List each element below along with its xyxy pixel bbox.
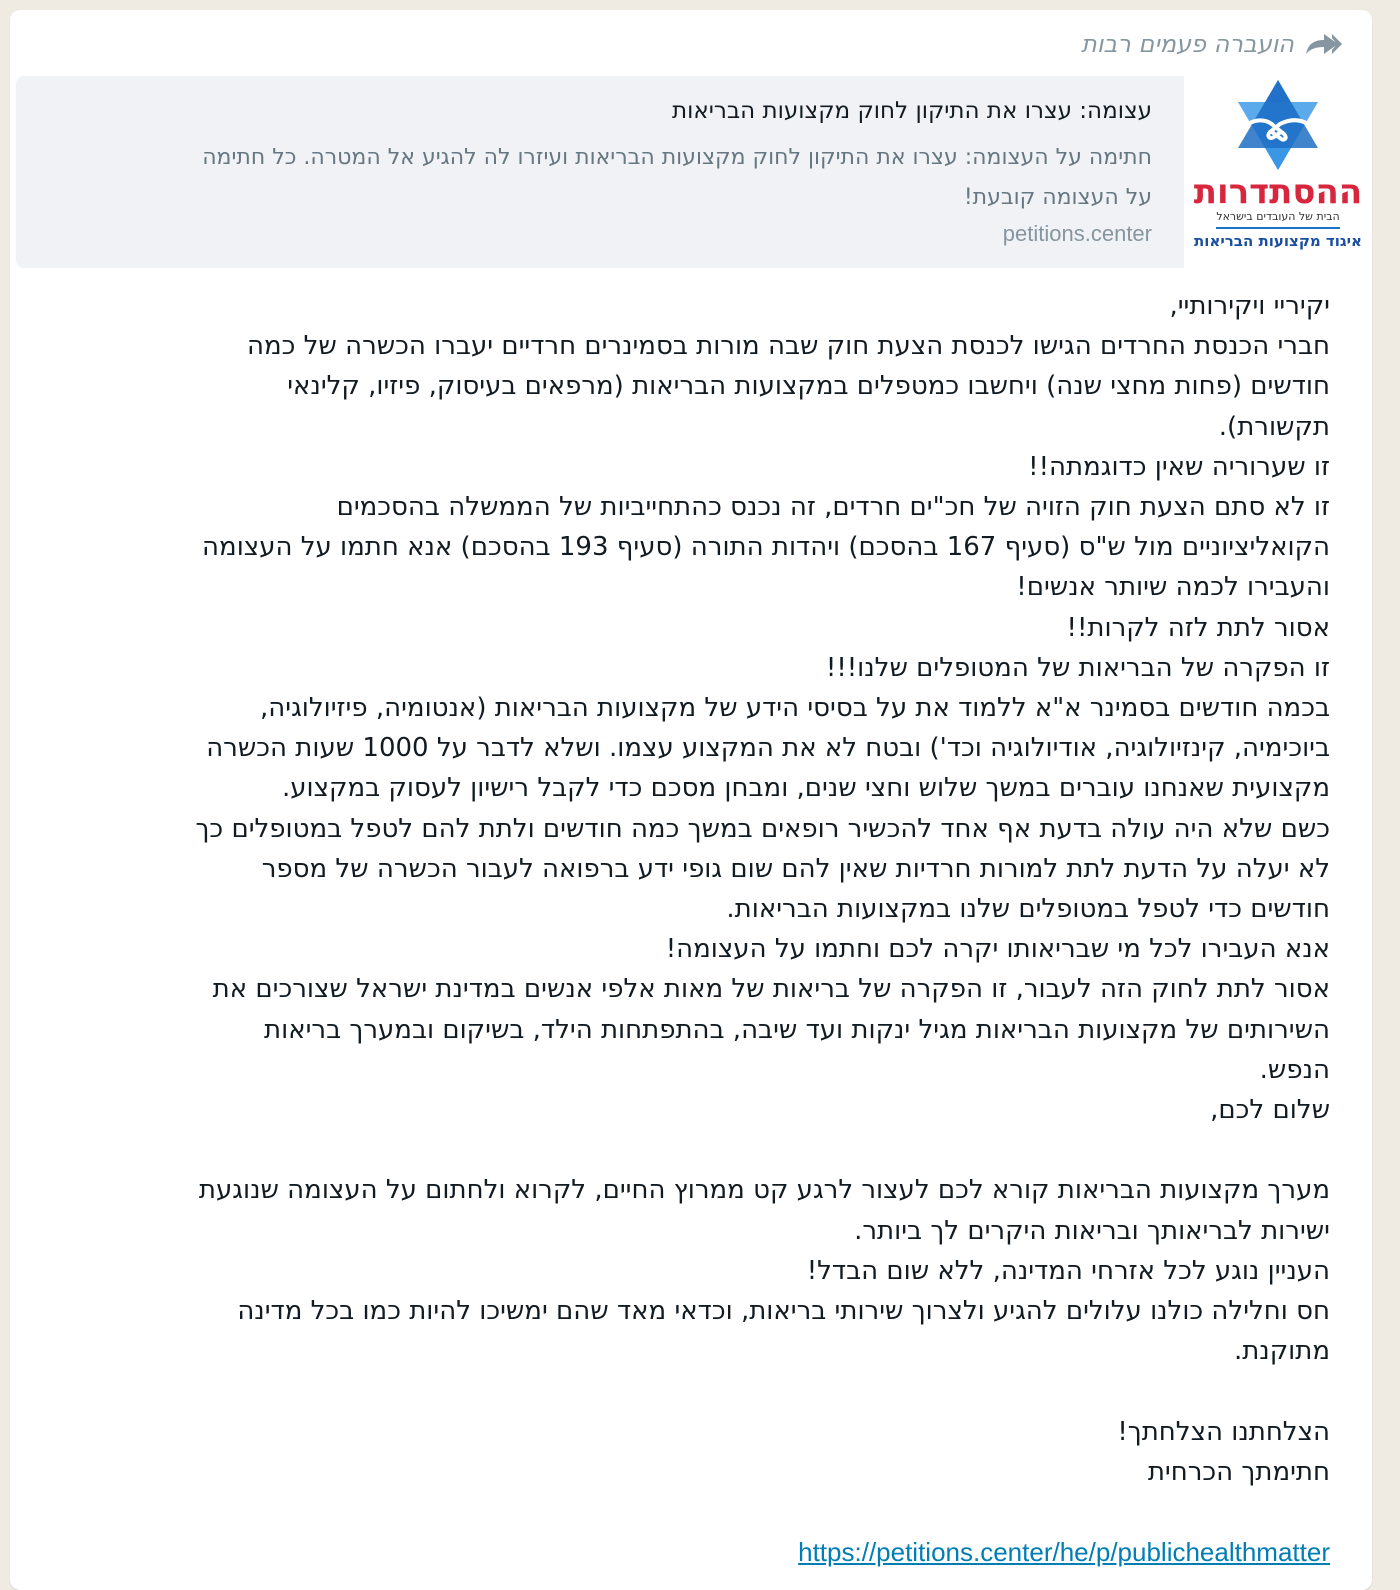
message-line: חברי הכנסת החרדים הגישו לכנסת הצעת חוק שבה מורות בסמינרים חרדיים יעברו הכשרה של כמה [246, 331, 1330, 362]
message-line: תקשורת). [1218, 411, 1330, 442]
message-line: הקואליציוניים מול ש"ס (סעיף 167 בהסכם) ויהדות התורה (סעיף 193 בהסכם) אנא חתמו על העצומה [202, 532, 1330, 563]
forwarded-label: הועברה פעמים רבות [1081, 30, 1294, 58]
link-preview-description-line: חתימה על העצומה: עצרו את התיקון לחוק מקצועות הבריאות ועיזרו לה להגיע אל המטרה. כל חתימה [202, 145, 1152, 170]
link-preview-domain: petitions.center [1002, 221, 1152, 246]
message-line: יקיריי ויקירותיי, [1169, 291, 1330, 321]
link-preview-description-line: על העצומה קובעת! [963, 185, 1152, 210]
link-preview-description [52, 138, 1152, 218]
message-line: זו לא סתם הצעת חוק הזויה של חכ"ים חרדים, זה נכנס כהתחייביות של הממשלה בהסכמים [336, 492, 1330, 523]
message-line: העניין נוגע לכל אזרחי המדינה, ללא שום הבדל! [806, 1255, 1330, 1286]
message-bubble[interactable] [10, 10, 1372, 1590]
message-line: כשם שלא היה עולה בדעת אף אחד להכשיר רופאים במשך כמה חודשים ולתת להם לטפל במטופלים כך [195, 813, 1330, 844]
link-preview-text [52, 96, 1152, 248]
message-body [30, 286, 1330, 1572]
org-tagline: הבית של העובדים בישראל [1216, 210, 1339, 229]
message-line: לא יעלה על הדעת לתת למורות חרדיות שאין להם שום גופי ידע ברפואה לעבור הכשרה של מספר [261, 853, 1330, 884]
message-line: זו שערוריה שאין כדוגמתה!! [1028, 451, 1330, 482]
link-preview-card[interactable] [16, 76, 1372, 268]
message-line: חס וחלילה כולנו עלולים להגיע ולצרוך שירותי בריאות, וכדאי מאד שהם ימשיכו להיות כמו בכל מדינה [237, 1296, 1330, 1327]
message-line: חודשים כדי לטפל במטופלים שלנו במקצועות הבריאות. [726, 894, 1330, 925]
link-preview-thumbnail [1184, 76, 1372, 268]
message-line: הנפש. [1259, 1054, 1330, 1085]
org-name: ההסתדרות [1193, 172, 1363, 212]
message-line: בכמה חודשים בסמינר א"א ללמוד את על בסיסי הידע של מקצועות הבריאות (אנטומיה, פיזיולוגיה, [260, 693, 1330, 724]
message-line: השירותים של מקצועות הבריאות מגיל ינקות ועד שיבה, בהתפתחות הילד, בשיקום ובמערך בריאות [264, 1014, 1330, 1045]
message-line: מתוקנת. [1233, 1336, 1330, 1367]
message-line: ישירות לבריאותך ובריאות היקרים לך ביותר. [854, 1215, 1330, 1246]
message-line: חודשים (פחות מחצי שנה) ויחשבו כמטפלים במקצועות הבריאות (מרפאים בעיסוק, פיזיו, קלינאי [287, 371, 1330, 402]
message-blank-line [30, 1130, 1330, 1170]
handshake-star-icon [1218, 80, 1338, 176]
petition-link[interactable]: https://petitions.center/he/p/publichealthmatter [798, 1537, 1330, 1568]
message-line: שלום לכם, [1210, 1095, 1330, 1126]
forwarded-indicator [1081, 30, 1342, 58]
message-lines [30, 286, 1330, 1492]
message-line: והעבירו לכמה שיותר אנשים! [1016, 572, 1330, 603]
link-preview-title: עצומה: עצרו את התיקון לחוק מקצועות הבריאות [671, 98, 1152, 124]
message-line: אנא העבירו לכל מי שבריאותו יקרה לכם וחתמו על העצומה! [665, 934, 1330, 965]
message-line: זו הפקרה של הבריאות של המטופלים שלנו!!! [825, 652, 1330, 683]
message-blank-line [30, 1371, 1330, 1411]
message-line: חתימתך הכרחית [1147, 1456, 1330, 1487]
org-department: איגוד מקצועות הבריאות [1194, 232, 1362, 250]
message-line: הצלחתנו הצלחתך! [1117, 1416, 1330, 1447]
message-line: מקצועית שאנחנו עוברים במשך שלוש וחצי שנים, ומבחן מסכם כדי לקבל רישיון לעסוק במקצוע. [281, 773, 1330, 804]
message-line: מערך מקצועות הבריאות קורא לכם לעצור לרגע קט ממרוץ החיים, לקרוא ולחתום על העצומה שנוגעת [198, 1175, 1330, 1206]
message-line: ביוכימיה, קינזיולוגיה, אודיולוגיה וכד') ובטח לא את המקצוע עצמו. ושלא לדבר על 1000 שעות הכשרה [206, 733, 1330, 764]
forward-arrows-icon [1302, 32, 1342, 56]
message-line: אסור לתת לחוק הזה לעבור, זו הפקרה של בריאות של מאות אלפי אנשים במדינת ישראל שצורכים את [212, 974, 1330, 1005]
message-line: אסור לתת לזה לקרות!! [1066, 612, 1330, 643]
